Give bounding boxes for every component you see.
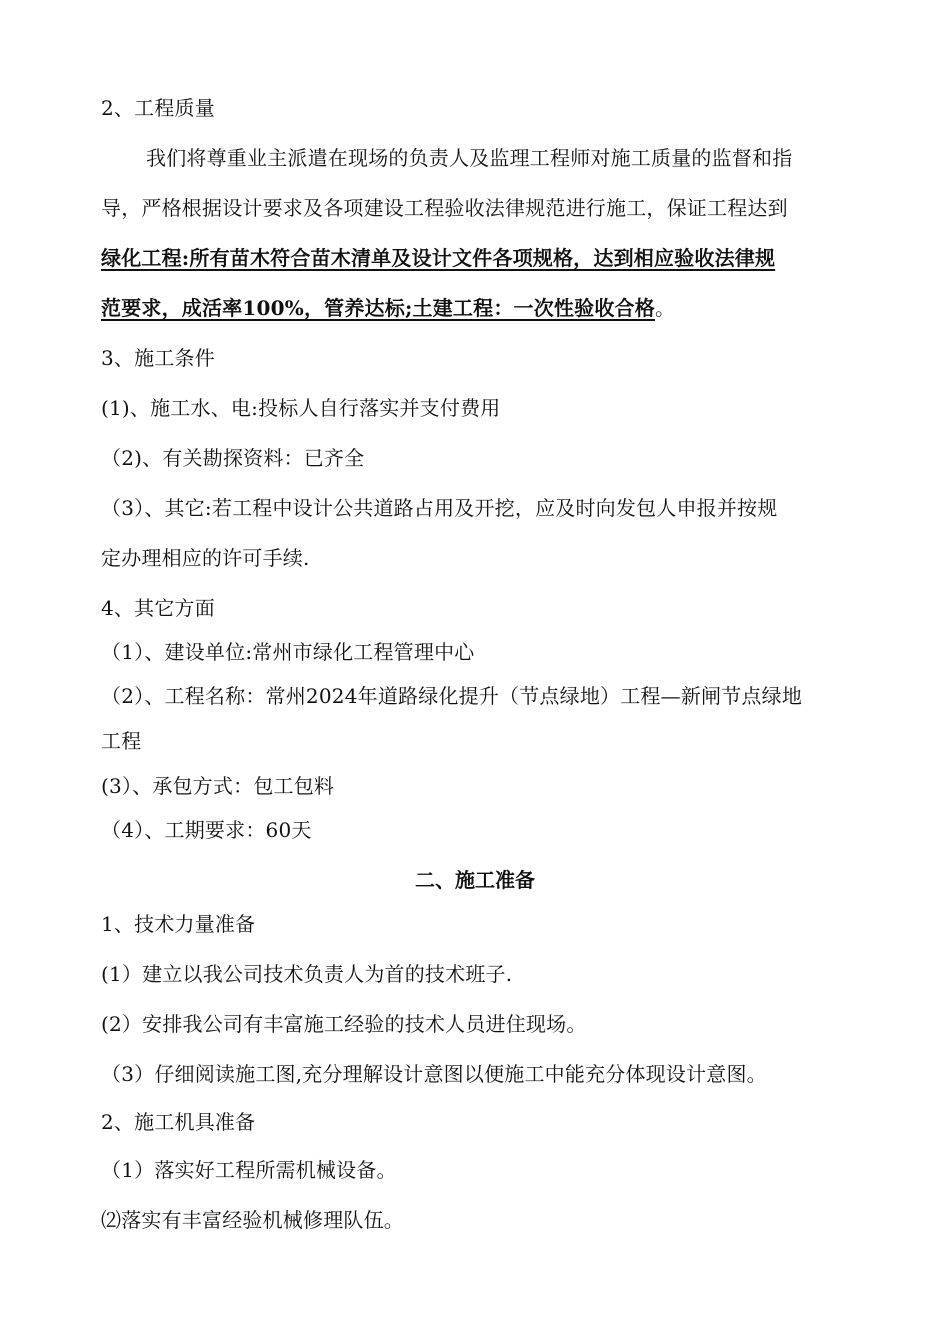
other-section-title: 4、其它方面 [101, 596, 215, 620]
tech-prep-title: 1、技术力量准备 [101, 912, 256, 936]
conditions-item-2: （2)、有关勘探资料：已齐全 [101, 446, 365, 470]
other-item-4: （4）、工期要求：60天 [101, 818, 312, 842]
conditions-item-1: (1)、施工水、电:投标人自行落实并支付费用 [101, 396, 501, 420]
tech-prep-item-2: (2）安排我公司有丰富施工经验的技术人员进住现场。 [101, 1012, 587, 1036]
machine-prep-item-1: （1）落实好工程所需机械设备。 [101, 1158, 397, 1182]
prep-chapter-heading: 二、施工准备 [415, 868, 535, 892]
quality-standard-text-2: 范要求，成活率100%，管养达标;土建工程：一次性验收合格 [101, 296, 655, 320]
quality-section-title: 2、工程质量 [101, 96, 215, 120]
conditions-item-3-line-2: 定办理相应的许可手续. [101, 546, 310, 570]
machine-prep-title: 2、施工机具准备 [101, 1110, 256, 1134]
quality-standard-line-2 [101, 294, 871, 322]
quality-paragraph-line-2: 导，严格根据设计要求及各项建设工程验收法律规范进行施工，保证工程达到 [101, 196, 788, 220]
conditions-item-3-line-1: （3）、其它:若工程中设计公共道路占用及开挖，应及时向发包人申报并按规 [101, 496, 778, 520]
other-item-2-line-1: （2）、工程名称：常州2024年道路绿化提升（节点绿地）工程—新闸节点绿地 [101, 684, 803, 708]
other-item-3: (3）、承包方式：包工包料 [101, 774, 335, 798]
quality-standard-text-1: 绿化工程:所有苗木符合苗木清单及设计文件各项规格，达到相应验收法律规 [101, 246, 776, 270]
quality-standard-period: 。 [654, 296, 676, 320]
conditions-section-title: 3、施工条件 [101, 346, 215, 370]
tech-prep-item-3: （3）仔细阅读施工图,充分理解设计意图以便施工中能充分体现设计意图。 [101, 1062, 767, 1086]
quality-standard-line-1 [101, 244, 871, 272]
other-item-1: （1）、建设单位:常州市绿化工程管理中心 [101, 640, 475, 664]
tech-prep-item-1: (1）建立以我公司技术负责人为首的技术班子. [101, 962, 513, 986]
other-item-2-line-2: 工程 [101, 729, 142, 753]
machine-prep-item-2: ⑵落实有丰富经验机械修理队伍。 [101, 1208, 404, 1232]
quality-paragraph-line-1: 我们将尊重业主派遣在现场的负责人及监理工程师对施工质量的监督和指 [146, 146, 793, 170]
